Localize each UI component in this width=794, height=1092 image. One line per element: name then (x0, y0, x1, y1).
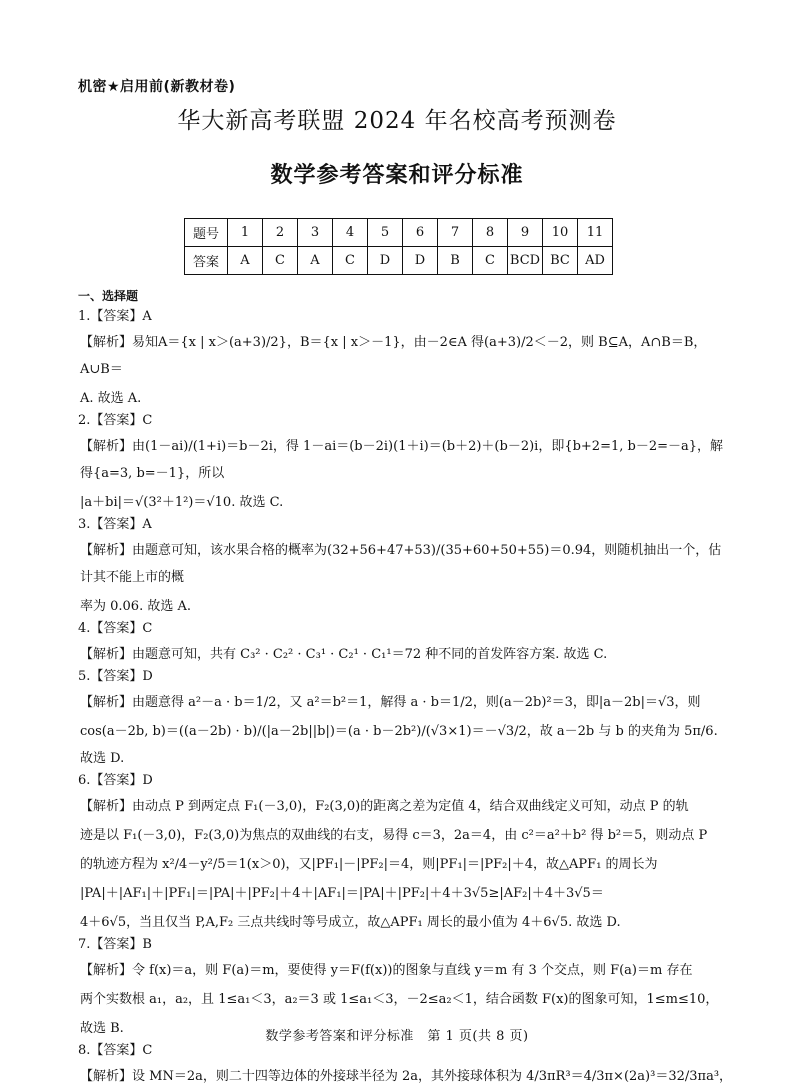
page-footer: 数学参考答案和评分标准 第 1 页(共 8 页) (265, 1029, 529, 1044)
question-answer-heading: 5.【答案】D (78, 669, 153, 684)
question-answer-heading: 7.【答案】B (78, 937, 152, 952)
row-label-answer: 答案 (185, 247, 228, 275)
answer-cell: C (473, 247, 508, 275)
question-answer-heading: 1.【答案】A (78, 309, 152, 324)
confidential-label: 机密★启用前(新教材卷) (78, 79, 236, 95)
solution-line: 【解析】由动点 P 到两定点 F₁(－3,0)，F₂(3,0)的距离之差为定值 4，结合双曲线定义可知，动点 P 的轨 (80, 799, 689, 814)
answer-cell: A (298, 247, 333, 275)
answer-cell: BC (543, 247, 578, 275)
solution-line: 迹是以 F₁(－3,0)，F₂(3,0)为焦点的双曲线的右支，易得 c＝3，2a＝4，由 c²＝a²＋b² 得 b²＝5，则动点 P (80, 828, 708, 843)
answer-table-answer-row (185, 247, 613, 275)
solution-line: 【解析】易知A＝{x | x＞(a+3)/2}，B＝{x | x＞－1}，由－2∈A 得(a+3)/2＜－2，则 B⊆A，A∩B＝B，A∪B＝ (80, 335, 707, 377)
question-number: 9 (508, 219, 543, 247)
solution-line: cos(a－2b, b)＝((a－2b) · b)/(|a－2b||b|)＝(a · b－2b²)/(√3×1)＝－√3/2，故 a－2b 与 b 的夹角为 5π/6. 故选 D. (80, 724, 718, 766)
answer-cell: AD (578, 247, 613, 275)
question-number: 5 (368, 219, 403, 247)
answer-table-number-row (185, 219, 613, 247)
question-number: 8 (473, 219, 508, 247)
solution-line: 【解析】由(1－ai)/(1+i)＝b－2i，得 1－ai＝(b－2i)(1＋i)＝(b＋2)＋(b－2)i，即{b+2=1, b－2=－a}，解得{a=3, b=－1}，所以 (80, 439, 724, 481)
question-number: 2 (263, 219, 298, 247)
question-answer-heading: 4.【答案】C (78, 621, 153, 636)
document-subtitle: 数学参考答案和评分标准 (270, 163, 524, 188)
question-number: 6 (403, 219, 438, 247)
answer-cell: C (333, 247, 368, 275)
question-answer-heading: 8.【答案】C (78, 1043, 153, 1058)
solution-line: 故选 B. (80, 1021, 124, 1036)
solution-line: 两个实数根 a₁，a₂，且 1≤a₁＜3，a₂＝3 或 1≤a₁＜3，－2≤a₂＜1，结合函数 F(x)的图象可知，1≤m≤10， (80, 992, 719, 1007)
solution-line: 【解析】令 f(x)＝a，则 F(a)＝m，要使得 y＝F(f(x))的图象与直线 y＝m 有 3 个交点，则 F(a)＝m 存在 (80, 963, 693, 978)
answer-cell: A (228, 247, 263, 275)
question-number: 3 (298, 219, 333, 247)
question-answer-heading: 2.【答案】C (78, 413, 153, 428)
question-number: 7 (438, 219, 473, 247)
solution-line: 4＋6√5，当且仅当 P,A,F₂ 三点共线时等号成立，故△APF₁ 周长的最小值为 4＋6√5. 故选 D. (80, 915, 621, 930)
row-label-number: 题号 (185, 219, 228, 247)
answer-cell: D (403, 247, 438, 275)
answer-cell: D (368, 247, 403, 275)
solution-line: 【解析】由题意得 a²－a · b＝1/2，又 a²＝b²＝1，解得 a · b＝1/2，则(a－2b)²＝3，即|a－2b|＝√3，则 (80, 695, 701, 710)
question-answer-heading: 3.【答案】A (78, 517, 152, 532)
solution-line: 【解析】设 MN＝2a，则二十四等边体的外接球半径为 2a，其外接球体积为 4/3πR³＝4/3π×(2a)³＝32/3πa³， (80, 1069, 733, 1084)
document-title: 华大新高考联盟 2024 年名校高考预测卷 (177, 108, 617, 134)
solution-line: |a＋bi|＝√(3²＋1²)＝√10. 故选 C. (80, 495, 284, 510)
question-number: 1 (228, 219, 263, 247)
question-list (78, 310, 734, 1090)
question-answer-heading: 6.【答案】D (78, 773, 153, 788)
solution-line: 【解析】由题意可知，共有 C₃² · C₂² · C₃¹ · C₂¹ · C₁¹＝72 种不同的首发阵容方案. 故选 C. (80, 647, 608, 662)
solutions-content (78, 290, 734, 1092)
solution-line: A. 故选 A. (80, 391, 142, 406)
answer-cell: B (438, 247, 473, 275)
answer-table (184, 218, 613, 275)
solution-line: |PA|＋|AF₁|＋|PF₁|＝|PA|＋|PF₂|＋4＋|AF₁|＝|PA|＋|PF₂|＋4＋3√5≥|AF₂|＋4＋3√5＝ (80, 886, 604, 901)
solution-line: 率为 0.06. 故选 A. (80, 599, 191, 614)
solution-line: 的轨迹方程为 x²/4－y²/5＝1(x＞0)，又|PF₁|－|PF₂|＝4，则|PF₁|＝|PF₂|＋4，故△APF₁ 的周长为 (80, 857, 658, 872)
question-number: 10 (543, 219, 578, 247)
answer-cell: C (263, 247, 298, 275)
question-number: 11 (578, 219, 613, 247)
answer-cell: BCD (508, 247, 543, 275)
question-number: 4 (333, 219, 368, 247)
section-title: 一、选择题 (78, 289, 139, 303)
solution-line: 【解析】由题意可知，该水果合格的概率为(32+56+47+53)/(35+60+50+55)＝0.94，则随机抽出一个，估计其不能上市的概 (80, 543, 722, 585)
